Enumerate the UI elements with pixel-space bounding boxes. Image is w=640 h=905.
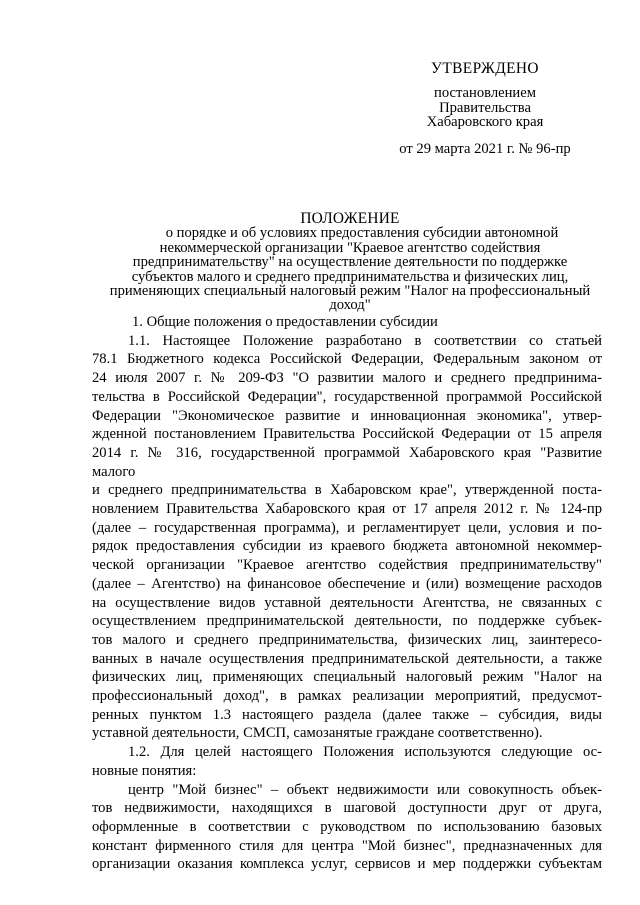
document-title: ПОЛОЖЕНИЕ — [300, 210, 400, 227]
paragraph-line: осуществлением предпринимательской деятельности, по поддержке субъек- — [92, 613, 602, 630]
paragraph-line: центр "Мой бизнес" – объект недвижимости или совокупность объек- — [128, 781, 602, 798]
document-body — [92, 313, 602, 874]
approval-line: Правительства — [439, 99, 531, 116]
paragraph-line: ческой организации "Краевое агентство содействия предпринимательству" — [92, 557, 602, 574]
paragraph-line: (далее – государственная программа), и регламентирует цели, условия и по- — [92, 519, 602, 536]
paragraph-line: профессиональный доход", в рамках реализации мероприятий, предусмот- — [92, 688, 602, 705]
paragraph-line: (далее – Агентство) на финансовое обеспечение и (или) возмещение расходов — [92, 575, 602, 592]
subtitle-line: некоммерческой организации "Краевое агентство содействия — [159, 239, 541, 256]
paragraph-line: на осуществление видов уставной деятельности Агентства, не связанных с — [92, 594, 602, 611]
paragraph-line: 1.1. Настоящее Положение разработано в соответствии со статьей — [128, 332, 602, 349]
paragraph-line: 78.1 Бюджетного кодекса Российской Федерации, Федеральным законом от — [92, 351, 602, 368]
paragraph-line: ванных в начале осуществления предпринимательской деятельности, а также — [92, 650, 602, 667]
paragraph-line: тельства в Российской Федерации", государственной программой Российской — [92, 388, 602, 405]
approval-heading: УТВЕРЖДЕНО — [431, 60, 539, 77]
paragraph-line: физических лиц, применяющих специальный налоговый режим "Налог на — [92, 669, 602, 686]
paragraph-line: и среднего предпринимательства в Хабаровском крае", утвержденной поста- — [92, 482, 602, 499]
paragraph-line: рядок предоставления субсидии из краевого бюджета автономной некоммер- — [92, 538, 602, 555]
paragraph-line: 1.2. Для целей настоящего Положения используются следующие ос- — [128, 744, 602, 761]
paragraph-line: тов недвижимости, находящихся в шаговой доступности друг от друга, — [92, 800, 602, 817]
paragraph-line: констант фирменного стиля для центра "Мой бизнес", предназначенных для — [92, 837, 602, 854]
paragraph-line: уставной деятельности, СМСП, самозанятые граждане соответственно). — [92, 725, 543, 742]
approval-line: постановлением — [434, 84, 536, 101]
paragraph-line: малого — [92, 463, 136, 480]
approval-date: от 29 марта 2021 г. № 96-пр — [399, 141, 571, 158]
document-title-block — [80, 212, 620, 313]
paragraph-line: организации оказания комплекса услуг, сервисов и мер поддержки субъектам — [92, 856, 602, 873]
subtitle-line: субъектов малого и среднего предпринимательства и физических лиц, — [131, 268, 569, 285]
subtitle-line: применяющих специальный налоговый режим "Налог на профессиональный — [109, 283, 591, 300]
paragraph-line: тов малого и среднего предпринимательства, физических лиц, заинтересо- — [92, 631, 602, 648]
paragraph-line: новлением Правительства Хабаровского края от 17 апреля 2012 г. № 124-пр — [92, 501, 602, 518]
paragraph-line: 24 июля 2007 г. № 209-ФЗ "О развитии малого и среднего предпринима- — [92, 370, 602, 387]
approval-line: Хабаровского края — [426, 114, 544, 131]
paragraph-line: 2014 г. № 316, государственной программой Хабаровского края "Развитие — [92, 444, 602, 461]
paragraph-line: Федерации "Экономическое развитие и инновационная экономика", утвер- — [92, 407, 602, 424]
subtitle-line: предпринимательству" на осуществление деятельности по поддержке — [132, 254, 568, 271]
section-heading: 1. Общие положения о предоставлении субсидии — [132, 314, 438, 330]
paragraph-line: новные понятия: — [92, 762, 197, 779]
approval-block — [380, 62, 590, 157]
subtitle-line: о порядке и об условиях предоставления субсидии автономной — [165, 225, 559, 242]
subtitle-line: доход" — [329, 297, 371, 314]
paragraph-line: жденной постановлением Правительства Российской Федерации от 15 апреля — [92, 426, 602, 443]
paragraph-line: оформленные в соответствии с руководством по использованию базовых — [92, 818, 602, 835]
paragraph-line: ренных пунктом 1.3 настоящего раздела (далее также – субсидия, виды — [92, 706, 602, 723]
